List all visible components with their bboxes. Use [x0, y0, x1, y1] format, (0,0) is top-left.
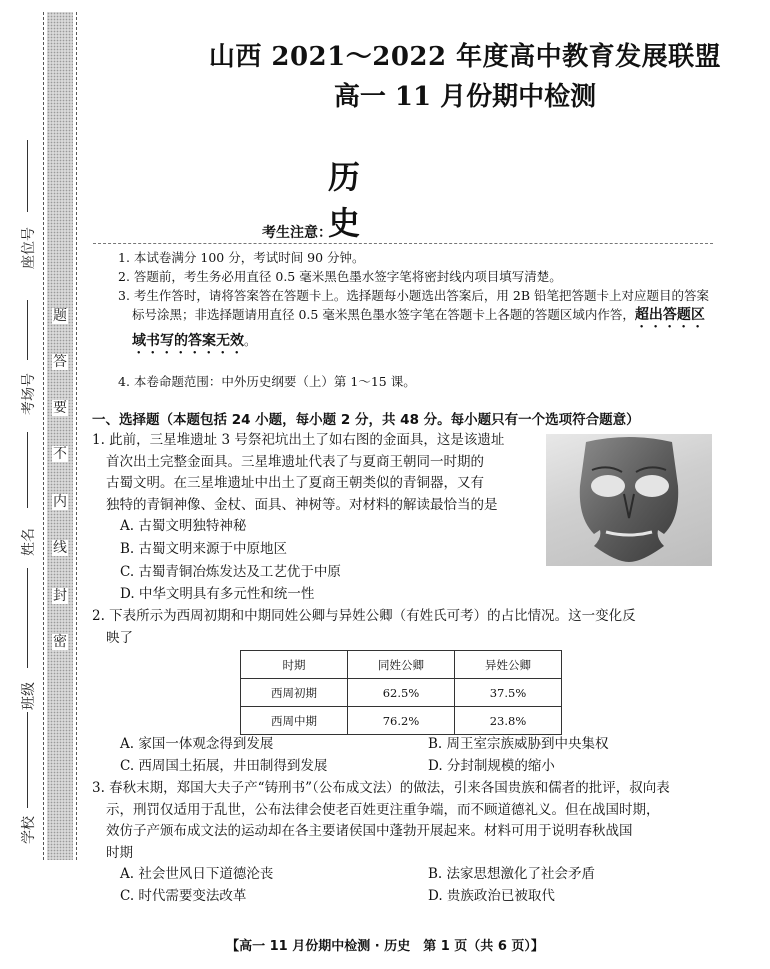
- notice-item-text: 3. 考生作答时，请将答案答在答题卡上。选择题每小题选出答案后，用 2B 铅笔把答题卡上对应题目的答案标号涂黑；非选择题请用直径 0.5 毫米黑色墨水签字笔在答题卡上各题的答题区域内作答，: [118, 288, 709, 322]
- table-cell: 西周中期: [241, 707, 348, 735]
- question-line: 示，刑罚仅适用于乱世，公布法律会使老百姓更注重争端，而不顾道德礼义。但在战国时期，: [106, 801, 660, 818]
- exam-title-line2: 高一 11 月份期中检测: [333, 82, 597, 112]
- table-cell: 西周初期: [241, 679, 348, 707]
- notice-item: 2. 答题前，考生务必用直径 0.5 毫米黑色墨水签字笔将密封线内项目填写清楚。: [118, 269, 562, 284]
- class-blank[interactable]: [27, 568, 28, 668]
- table-header-row: [241, 651, 562, 679]
- q3-option-a: A. 社会世风日下道德沦丧: [120, 866, 274, 882]
- data-table: [240, 650, 562, 735]
- table-cell: 62.5%: [348, 679, 455, 707]
- q3-option-b: B. 法家思想激化了社会矛盾: [428, 866, 596, 882]
- seat-number-label: 座位号: [21, 227, 37, 269]
- question-line: 1. 此前，三星堆遗址 3 号祭祀坑出土了如右图的金面具，这是该遗址: [92, 432, 505, 448]
- seal-strip: [47, 12, 73, 860]
- seal-char: 线: [53, 540, 67, 556]
- q2-table: [240, 650, 562, 735]
- table-row: [241, 679, 562, 707]
- seal-char: 答: [53, 354, 67, 370]
- exam-room-label: 考场号: [21, 373, 37, 415]
- q1-option-a: A. 古蜀文明独特神秘: [120, 518, 247, 534]
- table-cell: 37.5%: [455, 679, 562, 707]
- notice-separator: [93, 243, 713, 244]
- notice-item: 1. 本试卷满分 100 分，考试时间 90 分钟。: [118, 250, 365, 265]
- seal-dashed-line-left: [43, 12, 44, 860]
- notice-item: 4. 本卷命题范围：中外历史纲要（上）第 1～15 课。: [118, 374, 416, 389]
- table-header-cell: 异姓公卿: [455, 651, 562, 679]
- question-line: 效仿子产颁布成文法的运动却在各主要诸侯国中蓬勃开展起来。材料可用于说明春秋战国: [106, 823, 633, 839]
- school-label: 学校: [21, 816, 37, 844]
- gold-mask-image: [546, 434, 712, 566]
- notice-list: [118, 248, 718, 357]
- question-3-stem: [92, 778, 722, 864]
- q1-option-b: B. 古蜀文明来源于中原地区: [120, 541, 288, 557]
- seal-char: 不: [53, 446, 67, 462]
- page-footer: 【高一 11 月份期中检测 · 历史 第 1 页（共 6 页）】: [226, 939, 544, 954]
- seal-char: 封: [53, 588, 67, 604]
- q2-option-c: C. 西周国土拓展，井田制得到发展: [120, 758, 328, 774]
- question-2-stem: [92, 606, 722, 649]
- exam-room-blank[interactable]: [27, 300, 28, 360]
- question-line: 时期: [106, 844, 133, 861]
- table-header-cell: 时期: [241, 651, 348, 679]
- q1-option-c: C. 古蜀青铜冶炼发达及工艺优于中原: [120, 564, 341, 580]
- question-1-stem: [92, 430, 544, 516]
- q2-option-d: D. 分封制规模的缩小: [428, 758, 555, 774]
- seal-char: 要: [53, 400, 67, 416]
- name-blank[interactable]: [27, 432, 28, 508]
- seal-dashed-line-right: [76, 12, 77, 860]
- table-row: [241, 707, 562, 735]
- notice-item-end: 。: [244, 333, 257, 348]
- question-line: 映了: [106, 629, 133, 646]
- notice-heading: 考生注意：: [262, 225, 332, 241]
- class-label: 班级: [21, 682, 37, 710]
- question-line: 3. 春秋末期，郑国大夫子产“铸刑书”（公布成文法）的做法，引来各国贵族和儒者的批评，叔向表: [92, 780, 670, 796]
- school-blank[interactable]: [27, 712, 28, 808]
- q2-option-a: A. 家国一体观念得到发展: [120, 736, 274, 752]
- gold-mask-photo: [546, 434, 712, 566]
- table-header-cell: 同姓公卿: [348, 651, 455, 679]
- q2-option-b: B. 周王室宗族威胁到中央集权: [428, 736, 609, 752]
- q1-option-d: D. 中华文明具有多元性和统一性: [120, 586, 315, 602]
- table-cell: 23.8%: [455, 707, 562, 735]
- question-line: 独特的青铜神像、金杖、面具、神树等。对材料的解读最恰当的是: [106, 496, 498, 513]
- seal-char: 内: [53, 494, 67, 510]
- q3-option-d: D. 贵族政治已被取代: [428, 888, 555, 904]
- question-line: 首次出土完整金面具。三星堆遗址代表了与夏商王朝同一时期的: [106, 453, 484, 470]
- question-line: 2. 下表所示为西周初期和中期同姓公卿与异姓公卿（有姓氏可考）的占比情况。这一变化反: [92, 608, 636, 624]
- notice-emphasis: 超出答题区域书写的答案无效: [132, 307, 705, 349]
- name-label: 姓名: [21, 528, 37, 556]
- seat-number-blank[interactable]: [27, 140, 28, 212]
- question-line: 古蜀文明。在三星堆遗址中出土了夏商王朝类似的青铜器，又有: [106, 475, 484, 491]
- subject-title: 历史: [328, 158, 421, 242]
- seal-char: 密: [53, 634, 67, 650]
- q3-option-c: C. 时代需要变法改革: [120, 888, 247, 904]
- exam-title-line1: 山西 2021～2022 年度高中教育发展联盟: [208, 42, 722, 72]
- section-heading: 一、选择题（本题包括 24 小题，每小题 2 分，共 48 分。每小题只有一个选项符合题意）: [92, 412, 640, 428]
- table-cell: 76.2%: [348, 707, 455, 735]
- seal-char: 题: [53, 308, 67, 324]
- notice-item: [118, 286, 718, 357]
